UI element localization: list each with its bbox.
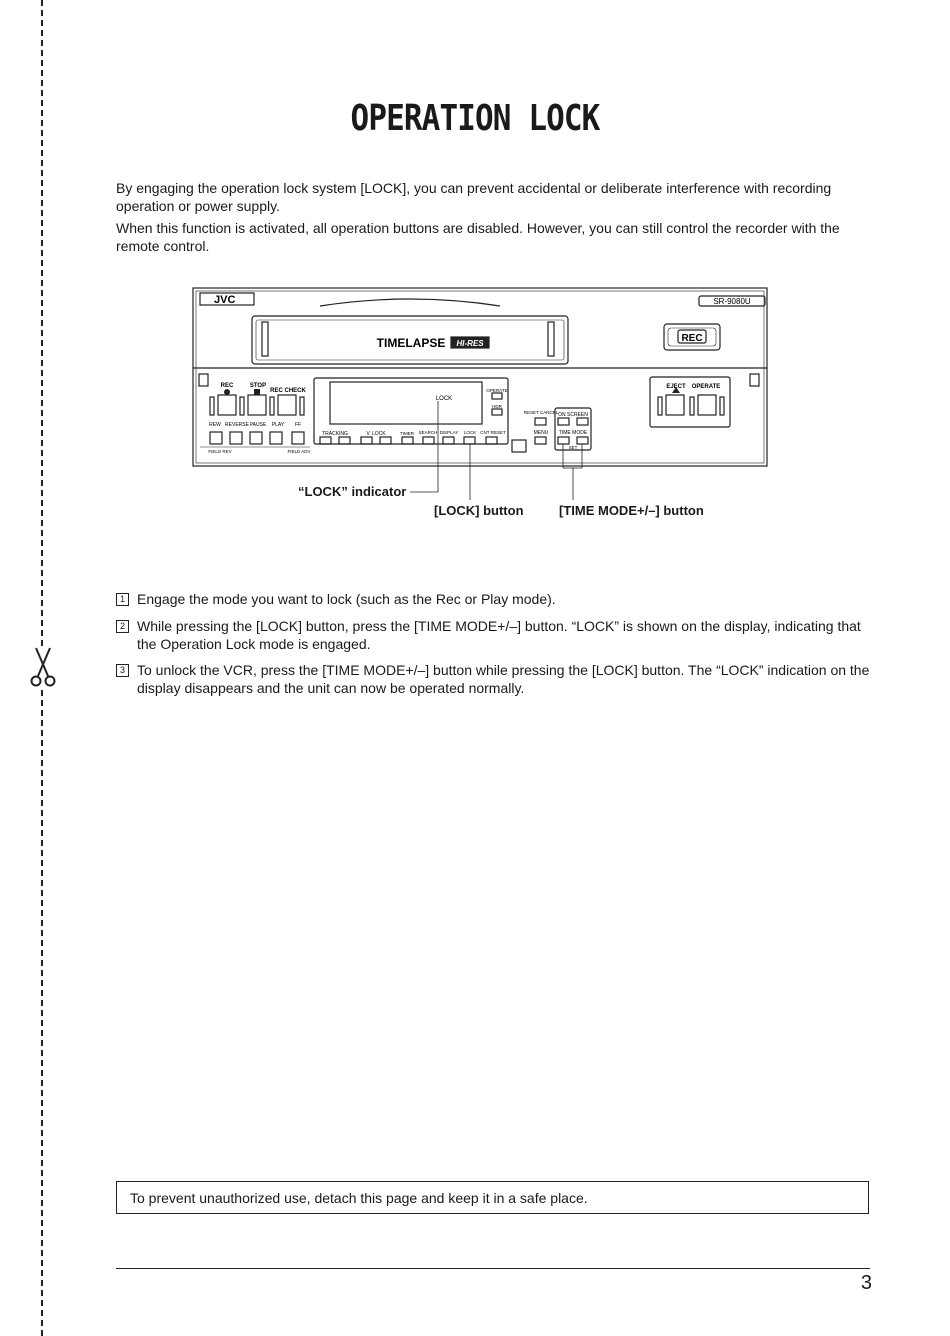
step-2 [116, 617, 876, 653]
time-mode-button-callout: [TIME MODE+/–] button [559, 503, 704, 518]
intro-paragraph-1: By engaging the operation lock system [LOCK], you can prevent accidental or deliberate interference with recording operation or power supply. [116, 180, 832, 214]
page-number: 3 [860, 1272, 872, 1294]
field-rev-label: FIELD REV [208, 449, 232, 454]
rec-label: REC [220, 383, 234, 389]
vcr-front-panel-diagram [0, 0, 950, 540]
step-number: 3 [116, 664, 129, 677]
scissors-icon [28, 646, 58, 690]
footer-rule [116, 1268, 870, 1269]
reverse-label: REVERSE [225, 422, 249, 428]
ff-label: FF [294, 422, 302, 428]
lock-button-label: LOCK [463, 430, 477, 435]
reset-cancel-label: RESET CANCEL [523, 410, 559, 415]
step-text: To unlock the VCR, press the [TIME MODE+/–] button while pressing the [LOCK] button. The “LOCK” indication on the display disappears and the unit can now be operated normally. [137, 662, 870, 696]
brand-logo: JVC [214, 294, 236, 306]
menu-label: MENU [533, 430, 549, 436]
cnt-reset-label: CNT RESET [480, 430, 506, 435]
rew-label: REW [209, 422, 221, 428]
stop-label: STOP [249, 383, 267, 389]
hi-res-badge: HI-RES [456, 339, 484, 348]
rec-check-label: REC CHECK [270, 388, 306, 394]
hdr-label: HDR [492, 404, 502, 409]
operate-small-label: OPERATE [486, 388, 508, 393]
step-text: While pressing the [LOCK] button, press the [TIME MODE+/–] button. “LOCK” is shown on the display, indicating that the Operation Lock mode is engaged. [137, 618, 861, 652]
step-1 [116, 590, 876, 608]
timer-label: TIMER [400, 431, 414, 436]
pause-label: PAUSE [249, 422, 267, 428]
on-screen-label: ON SCREEN [558, 412, 588, 418]
lock-button-callout: [LOCK] button [434, 503, 524, 518]
lock-indicator-callout: “LOCK” indicator [298, 484, 407, 499]
set-label: SET [568, 445, 578, 450]
play-label: PLAY [271, 422, 285, 428]
eject-label: EJECT [666, 384, 686, 390]
intro-paragraph-2: When this function is activated, all operation buttons are disabled. However, you can still control the recorder with the remote control. [116, 220, 840, 254]
safety-note: To prevent unauthorized use, detach this page and keep it in a safe place. [116, 1181, 869, 1214]
tracking-label: TRACKING [322, 431, 348, 437]
v-lock-label: V. LOCK [366, 431, 386, 437]
display-label: DISPLAY [439, 430, 459, 435]
operate-label: OPERATE [691, 384, 721, 390]
step-number: 1 [116, 593, 129, 606]
search-label: SEARCH [418, 430, 438, 435]
step-number: 2 [116, 620, 129, 633]
rec-badge: REC [681, 333, 703, 344]
page-title: OPERATION LOCK [350, 98, 600, 139]
time-mode-label: TIME MODE [558, 430, 588, 436]
model-number: SR-9080U [713, 297, 751, 306]
field-adv-label: FIELD ADV [287, 449, 311, 454]
lock-indicator: LOCK [435, 396, 453, 402]
step-text: Engage the mode you want to lock (such as the Rec or Play mode). [137, 591, 556, 607]
step-3 [116, 661, 876, 697]
timelapse-logo: TIMELAPSE [376, 336, 446, 350]
